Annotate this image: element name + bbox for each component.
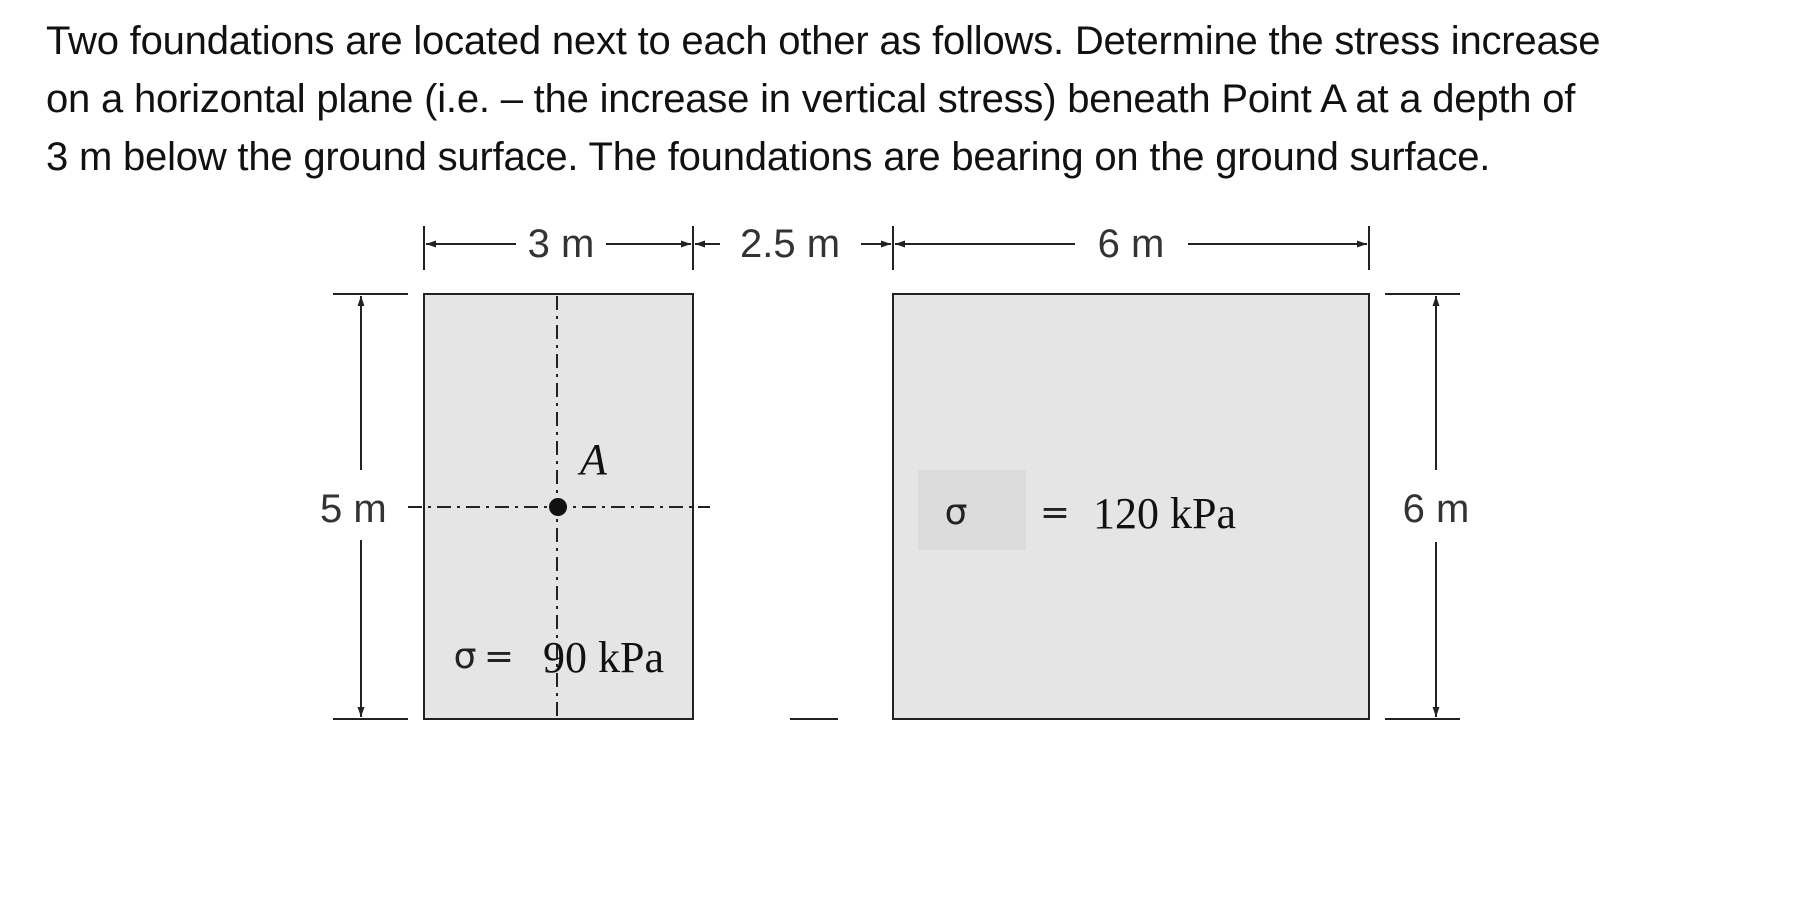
problem-line-3: 3 m below the ground surface. The foundations are bearing on the ground surface. (46, 135, 1491, 179)
left-height-label: 5 m (320, 487, 387, 531)
right-width-label: 6 m (1097, 222, 1165, 266)
left-sigma-symbol: σ (453, 636, 477, 677)
problem-line-2: on a horizontal plane (i.e. – the increase in vertical stress) beneath Point A at a depth of (46, 77, 1576, 121)
left-equals-sign: = (483, 636, 515, 677)
right-load-value: 120 kPa (1093, 489, 1236, 538)
gap-width-label: 2.5 m (739, 222, 841, 266)
problem-line-1: Two foundations are located next to each other as follows. Determine the stress increase (46, 19, 1601, 63)
point-a-label: A (580, 435, 607, 484)
right-height-label: 6 m (1402, 487, 1470, 531)
sigma-highlight (918, 470, 1026, 550)
right-equals-sign: = (1039, 492, 1071, 533)
left-load-value: 90 kPa (543, 633, 664, 682)
left-width-label: 3 m (527, 222, 595, 266)
point-a-marker (549, 498, 567, 516)
right-sigma-symbol: σ (944, 492, 968, 533)
